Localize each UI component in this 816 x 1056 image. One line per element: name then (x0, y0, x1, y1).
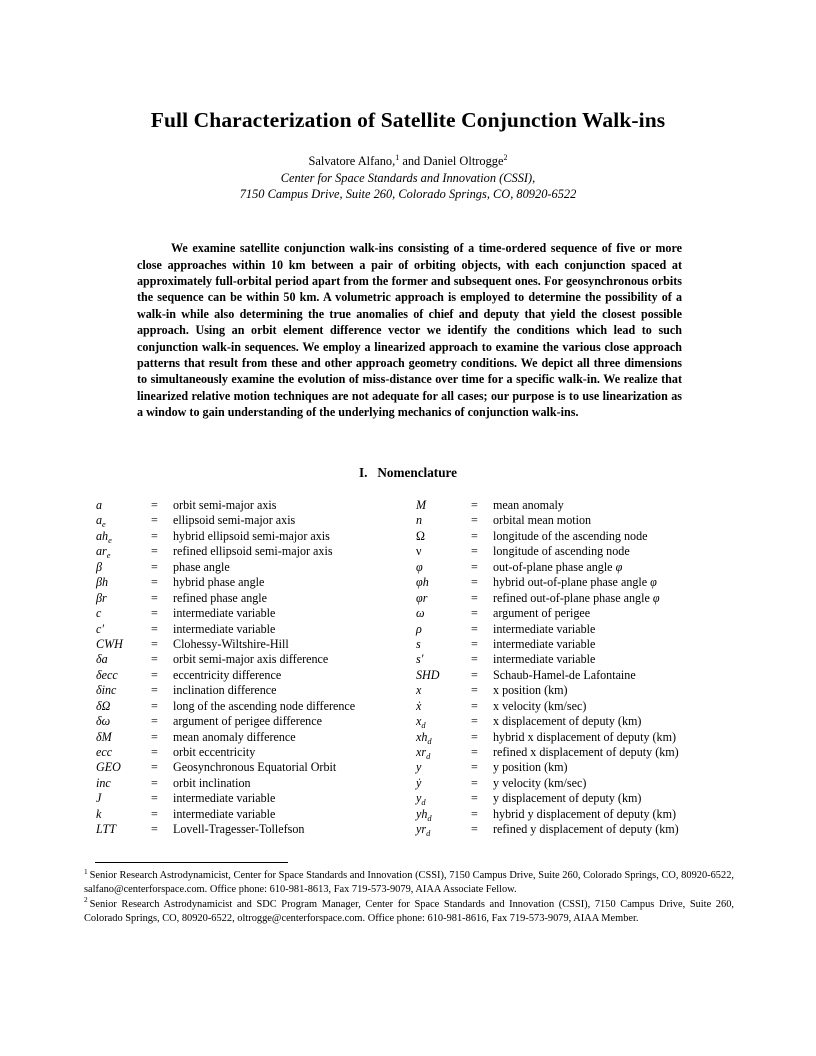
nomenclature-row (96, 745, 416, 760)
nomenclature-symbol: s (416, 636, 421, 651)
nomenclature-definition-glyph: φ (652, 590, 660, 605)
nomenclature-row (416, 513, 736, 528)
nomenclature-symbol: $y_d$ (416, 791, 426, 808)
nomenclature-row (96, 699, 416, 714)
nomenclature-symbol: M (416, 498, 427, 512)
nomenclature-definition: intermediate variable (173, 806, 276, 821)
nomenclature-equals-sign: = (471, 683, 478, 698)
nomenclature-definition-glyph: φ (615, 559, 623, 574)
nomenclature-equals-sign: = (151, 575, 158, 590)
nomenclature-symbol: CWH (96, 636, 123, 651)
nomenclature-equals-sign: = (151, 698, 158, 713)
nomenclature-equals-sign: = (471, 498, 478, 512)
nomenclature-equals-sign: = (471, 606, 478, 621)
nomenclature-equals-sign: = (151, 667, 158, 682)
nomenclature-row (416, 591, 736, 606)
nomenclature-symbol: φ (416, 559, 423, 574)
nomenclature-table (96, 498, 736, 838)
section-number: I. (358, 465, 368, 480)
nomenclature-definition: refined ellipsoid semi-major axis (173, 544, 333, 559)
nomenclature-definition: Lovell-Tragesser-Tollefson (173, 822, 305, 837)
nomenclature-equals-sign: = (151, 729, 158, 744)
nomenclature-row (416, 822, 736, 837)
nomenclature-symbol: s′ (416, 652, 424, 667)
nomenclature-definition: x velocity (km/sec) (493, 698, 587, 713)
nomenclature-definition: orbital mean motion (493, 513, 592, 528)
section-name: Nomenclature (377, 465, 458, 480)
nomenclature-equals-sign: = (151, 745, 158, 759)
footnote-marker: 2 (84, 895, 88, 905)
nomenclature-equals-sign: = (151, 590, 158, 605)
nomenclature-row (96, 529, 416, 544)
nomenclature-row (416, 622, 736, 637)
nomenclature-row (96, 606, 416, 621)
nomenclature-row (96, 622, 416, 637)
author-name-second: and Daniel Oltrogge (399, 154, 504, 168)
footnotes-block (84, 866, 734, 926)
nomenclature-symbol-subscript: d (427, 736, 432, 746)
nomenclature-definition: intermediate variable (173, 791, 276, 806)
nomenclature-symbol: δecc (96, 667, 118, 682)
nomenclature-symbol: δΩ (96, 698, 111, 713)
nomenclature-definition: Geosynchronous Equatorial Orbit (173, 760, 337, 775)
authors-block (0, 153, 816, 203)
nomenclature-equals-sign: = (471, 652, 478, 667)
nomenclature-symbol: c′ (96, 621, 105, 636)
nomenclature-column-left (96, 498, 416, 838)
nomenclature-symbol: ẏ (416, 775, 422, 790)
nomenclature-row (96, 560, 416, 575)
nomenclature-definition: refined y displacement of deputy (km) (493, 822, 679, 837)
nomenclature-row (416, 683, 736, 698)
nomenclature-symbol: J (96, 791, 102, 806)
nomenclature-symbol: ν (416, 544, 422, 559)
nomenclature-column-right (416, 498, 736, 838)
nomenclature-symbol: φr (416, 590, 428, 605)
nomenclature-equals-sign: = (471, 714, 478, 729)
nomenclature-definition: long of the ascending node difference (173, 698, 356, 713)
nomenclature-symbol: $yh_d$ (416, 806, 432, 823)
nomenclature-symbol: $a_e$ (96, 513, 106, 530)
nomenclature-symbol: SHD (416, 667, 440, 682)
nomenclature-definition: orbit semi-major axis difference (173, 652, 329, 667)
nomenclature-symbol: $x_d$ (416, 714, 426, 731)
nomenclature-row (96, 513, 416, 528)
nomenclature-definition: longitude of ascending node (493, 544, 630, 559)
nomenclature-equals-sign: = (151, 621, 158, 636)
nomenclature-symbol: ẋ (416, 698, 422, 713)
nomenclature-symbol-subscript: d (421, 798, 426, 808)
nomenclature-definition: Clohessy-Wiltshire-Hill (173, 636, 289, 651)
nomenclature-equals-sign: = (471, 806, 478, 821)
footnote-text: Senior Research Astrodynamicist and SDC Program Manager, Center for Space Standards and Innovation (CSSI), 7150 Campus Drive, Suite 260, Colorado Springs, CO, 80920-6522, oltrogge@centerforspace.com. Office phone: 610-981-8616, Fax 719-573-9079, AIAA Member. (84, 898, 734, 924)
nomenclature-definition: inclination difference (173, 683, 277, 698)
nomenclature-symbol-subscript: e (106, 551, 111, 561)
nomenclature-symbol: y (416, 760, 422, 775)
nomenclature-equals-sign: = (471, 729, 478, 744)
nomenclature-symbol-subscript: e (102, 520, 106, 530)
nomenclature-row (96, 683, 416, 698)
nomenclature-definition: hybrid x displacement of deputy (km) (493, 729, 677, 744)
nomenclature-definition: orbit inclination (173, 775, 251, 790)
nomenclature-symbol-subscript: d (421, 721, 426, 731)
nomenclature-symbol: $yr_d$ (416, 822, 431, 839)
nomenclature-symbol: GEO (96, 760, 121, 775)
nomenclature-row (96, 791, 416, 806)
nomenclature-symbol: βr (96, 590, 107, 605)
nomenclature-row (416, 529, 736, 544)
nomenclature-row (96, 807, 416, 822)
author-footnote-marker-2: 2 (503, 152, 508, 162)
nomenclature-row (96, 822, 416, 837)
nomenclature-definition: hybrid phase angle (173, 575, 265, 590)
nomenclature-definition: refined phase angle (173, 590, 268, 605)
nomenclature-equals-sign: = (471, 822, 478, 837)
affiliation-line-1: Center for Space Standards and Innovation (CSSI), (280, 170, 536, 185)
author-name-first: Salvatore Alfano, (308, 154, 396, 168)
nomenclature-definition: refined out-of-plane phase angle φ (493, 590, 660, 605)
nomenclature-equals-sign: = (471, 791, 478, 806)
nomenclature-definition: eccentricity difference (173, 667, 282, 682)
nomenclature-equals-sign: = (151, 775, 158, 790)
nomenclature-row (416, 730, 736, 745)
nomenclature-symbol: β (96, 559, 103, 574)
nomenclature-equals-sign: = (151, 636, 158, 651)
nomenclature-row (416, 652, 736, 667)
footnote-separator-rule (95, 862, 288, 863)
nomenclature-definition: orbit eccentricity (173, 745, 256, 759)
page-title: Full Characterization of Satellite Conjunction Walk-ins (150, 108, 666, 133)
nomenclature-equals-sign: = (151, 606, 158, 621)
nomenclature-row (416, 560, 736, 575)
nomenclature-definition: intermediate variable (493, 621, 596, 636)
nomenclature-definition: intermediate variable (173, 621, 276, 636)
nomenclature-definition: orbit semi-major axis (173, 498, 277, 512)
nomenclature-definition: mean anomaly (493, 498, 564, 512)
nomenclature-equals-sign: = (151, 683, 158, 698)
nomenclature-equals-sign: = (151, 760, 158, 775)
nomenclature-definition: intermediate variable (173, 606, 276, 621)
nomenclature-equals-sign: = (471, 575, 478, 590)
nomenclature-equals-sign: = (471, 621, 478, 636)
nomenclature-equals-sign: = (471, 636, 478, 651)
nomenclature-symbol: $xh_d$ (416, 729, 432, 746)
nomenclature-row (416, 714, 736, 729)
nomenclature-row (416, 544, 736, 559)
abstract-text: We examine satellite conjunction walk-ins consisting of a time-ordered sequence of five or more close approaches within 10 km between a pair of orbiting objects, with each conjunction spaced at approximately full-orbital period apart from the former and subsequent ones. For geosynchronous orbits the sequence can be within 50 km. A volumetric approach is employed to determine the possibility of a walk-in while also determining the true anomalies of chief and deputy that yield the closest possible approach. Using an orbit element difference vector we identify the conditions which lead to such conjunction walk-in sequences. We employ a linearized approach to examine the various close approach patterns that result from these and other approach geometry conditions. We depict all three dimensions to simultaneously examine the evolution of miss-distance over time for a specific walk-in. We realize that linearized relative motion techniques are not adequate for all cases; our purpose is to use linearization as a window to gain understanding of the underlying mechanics of conjunction walk-ins. (137, 241, 682, 420)
nomenclature-row (416, 791, 736, 806)
nomenclature-symbol: φh (416, 575, 429, 590)
nomenclature-definition: mean anomaly difference (173, 729, 296, 744)
nomenclature-definition: refined x displacement of deputy (km) (493, 745, 679, 759)
nomenclature-definition: longitude of the ascending node (493, 528, 648, 543)
nomenclature-symbol: δω (96, 714, 111, 729)
nomenclature-definition: out-of-plane phase angle φ (493, 559, 623, 574)
nomenclature-definition: x displacement of deputy (km) (493, 714, 642, 729)
affiliation-line-2: 7150 Campus Drive, Suite 260, Colorado Springs, CO, 80920-6522 (239, 187, 577, 201)
nomenclature-equals-sign: = (151, 652, 158, 667)
nomenclature-equals-sign: = (471, 760, 478, 775)
footnote (84, 866, 734, 898)
nomenclature-row (416, 699, 736, 714)
nomenclature-row (96, 575, 416, 590)
nomenclature-definition: phase angle (173, 559, 230, 574)
nomenclature-definition: argument of perigee (493, 606, 591, 621)
nomenclature-definition: ellipsoid semi-major axis (173, 513, 296, 528)
nomenclature-equals-sign: = (151, 498, 158, 512)
nomenclature-row (416, 575, 736, 590)
nomenclature-definition: intermediate variable (493, 652, 596, 667)
nomenclature-equals-sign: = (151, 806, 158, 821)
nomenclature-symbol: δinc (96, 683, 117, 698)
nomenclature-equals-sign: = (151, 513, 158, 528)
nomenclature-symbol-subscript: d (426, 752, 431, 761)
nomenclature-symbol: LTT (96, 822, 116, 837)
nomenclature-definition: y displacement of deputy (km) (493, 791, 642, 806)
nomenclature-equals-sign: = (151, 791, 158, 806)
nomenclature-row (96, 668, 416, 683)
nomenclature-equals-sign: = (151, 559, 158, 574)
nomenclature-row (416, 668, 736, 683)
nomenclature-symbol: δM (96, 729, 112, 744)
nomenclature-symbol: Ω (416, 528, 425, 543)
nomenclature-symbol: ω (416, 606, 425, 621)
nomenclature-equals-sign: = (471, 590, 478, 605)
nomenclature-symbol: x (416, 683, 422, 698)
nomenclature-definition: y position (km) (493, 760, 568, 775)
nomenclature-row (96, 760, 416, 775)
nomenclature-symbol-subscript: e (108, 535, 112, 545)
nomenclature-definition: intermediate variable (493, 636, 596, 651)
nomenclature-symbol: a (96, 498, 103, 512)
nomenclature-symbol: ρ (416, 621, 422, 636)
nomenclature-row (96, 730, 416, 745)
nomenclature-symbol: inc (96, 775, 111, 790)
nomenclature-definition: x position (km) (493, 683, 568, 698)
nomenclature-definition: hybrid out-of-plane phase angle φ (493, 575, 657, 590)
nomenclature-symbol-subscript: d (427, 813, 432, 823)
footnote (84, 895, 734, 927)
section-heading-nomenclature (0, 465, 816, 481)
nomenclature-equals-sign: = (151, 822, 158, 837)
nomenclature-row (416, 637, 736, 652)
nomenclature-symbol: $ah_e$ (96, 528, 112, 545)
nomenclature-definition-glyph: φ (650, 575, 657, 590)
nomenclature-symbol-subscript: d (426, 829, 431, 839)
nomenclature-definition: argument of perigee difference (173, 714, 322, 729)
nomenclature-equals-sign: = (471, 559, 478, 574)
nomenclature-row (96, 591, 416, 606)
nomenclature-equals-sign: = (471, 513, 478, 528)
nomenclature-row (416, 745, 736, 760)
nomenclature-symbol: βh (96, 575, 109, 590)
nomenclature-row (416, 498, 736, 513)
nomenclature-equals-sign: = (151, 714, 158, 729)
nomenclature-equals-sign: = (151, 528, 158, 543)
nomenclature-definition: hybrid y displacement of deputy (km) (493, 806, 677, 821)
author-footnote-marker-1: 1 (395, 152, 400, 162)
nomenclature-equals-sign: = (471, 745, 478, 759)
nomenclature-row (96, 652, 416, 667)
nomenclature-equals-sign: = (471, 667, 478, 682)
nomenclature-equals-sign: = (151, 544, 158, 559)
nomenclature-row (96, 544, 416, 559)
nomenclature-row (416, 606, 736, 621)
nomenclature-row (96, 714, 416, 729)
nomenclature-symbol: δa (96, 652, 108, 667)
nomenclature-row (416, 807, 736, 822)
nomenclature-symbol: k (96, 806, 102, 821)
nomenclature-equals-sign: = (471, 544, 478, 559)
footnote-marker: 1 (84, 866, 88, 876)
nomenclature-definition: y velocity (km/sec) (493, 775, 587, 790)
nomenclature-symbol: ecc (96, 745, 113, 759)
nomenclature-row (96, 498, 416, 513)
nomenclature-definition: Schaub-Hamel-de Lafontaine (493, 667, 636, 682)
nomenclature-row (96, 637, 416, 652)
nomenclature-symbol: $xr_d$ (416, 745, 431, 761)
author-names (0, 153, 816, 170)
nomenclature-row (416, 760, 736, 775)
nomenclature-symbol: $ar_e$ (96, 544, 111, 561)
footnote-text: Senior Research Astrodynamicist, Center for Space Standards and Innovation (CSSI), 7150 Campus Drive, Suite 260, Colorado Springs, CO, 80920-6522, salfano@centerforspace.com. Office phone: 610-981-8613, Fax 719-573-9079, AIAA Associate Fellow. (84, 870, 734, 896)
nomenclature-equals-sign: = (471, 528, 478, 543)
nomenclature-row (96, 776, 416, 791)
nomenclature-symbol: c (96, 606, 102, 621)
nomenclature-equals-sign: = (471, 775, 478, 790)
nomenclature-row (416, 776, 736, 791)
nomenclature-definition: hybrid ellipsoid semi-major axis (173, 528, 330, 543)
nomenclature-equals-sign: = (471, 698, 478, 713)
nomenclature-symbol: n (416, 513, 423, 528)
